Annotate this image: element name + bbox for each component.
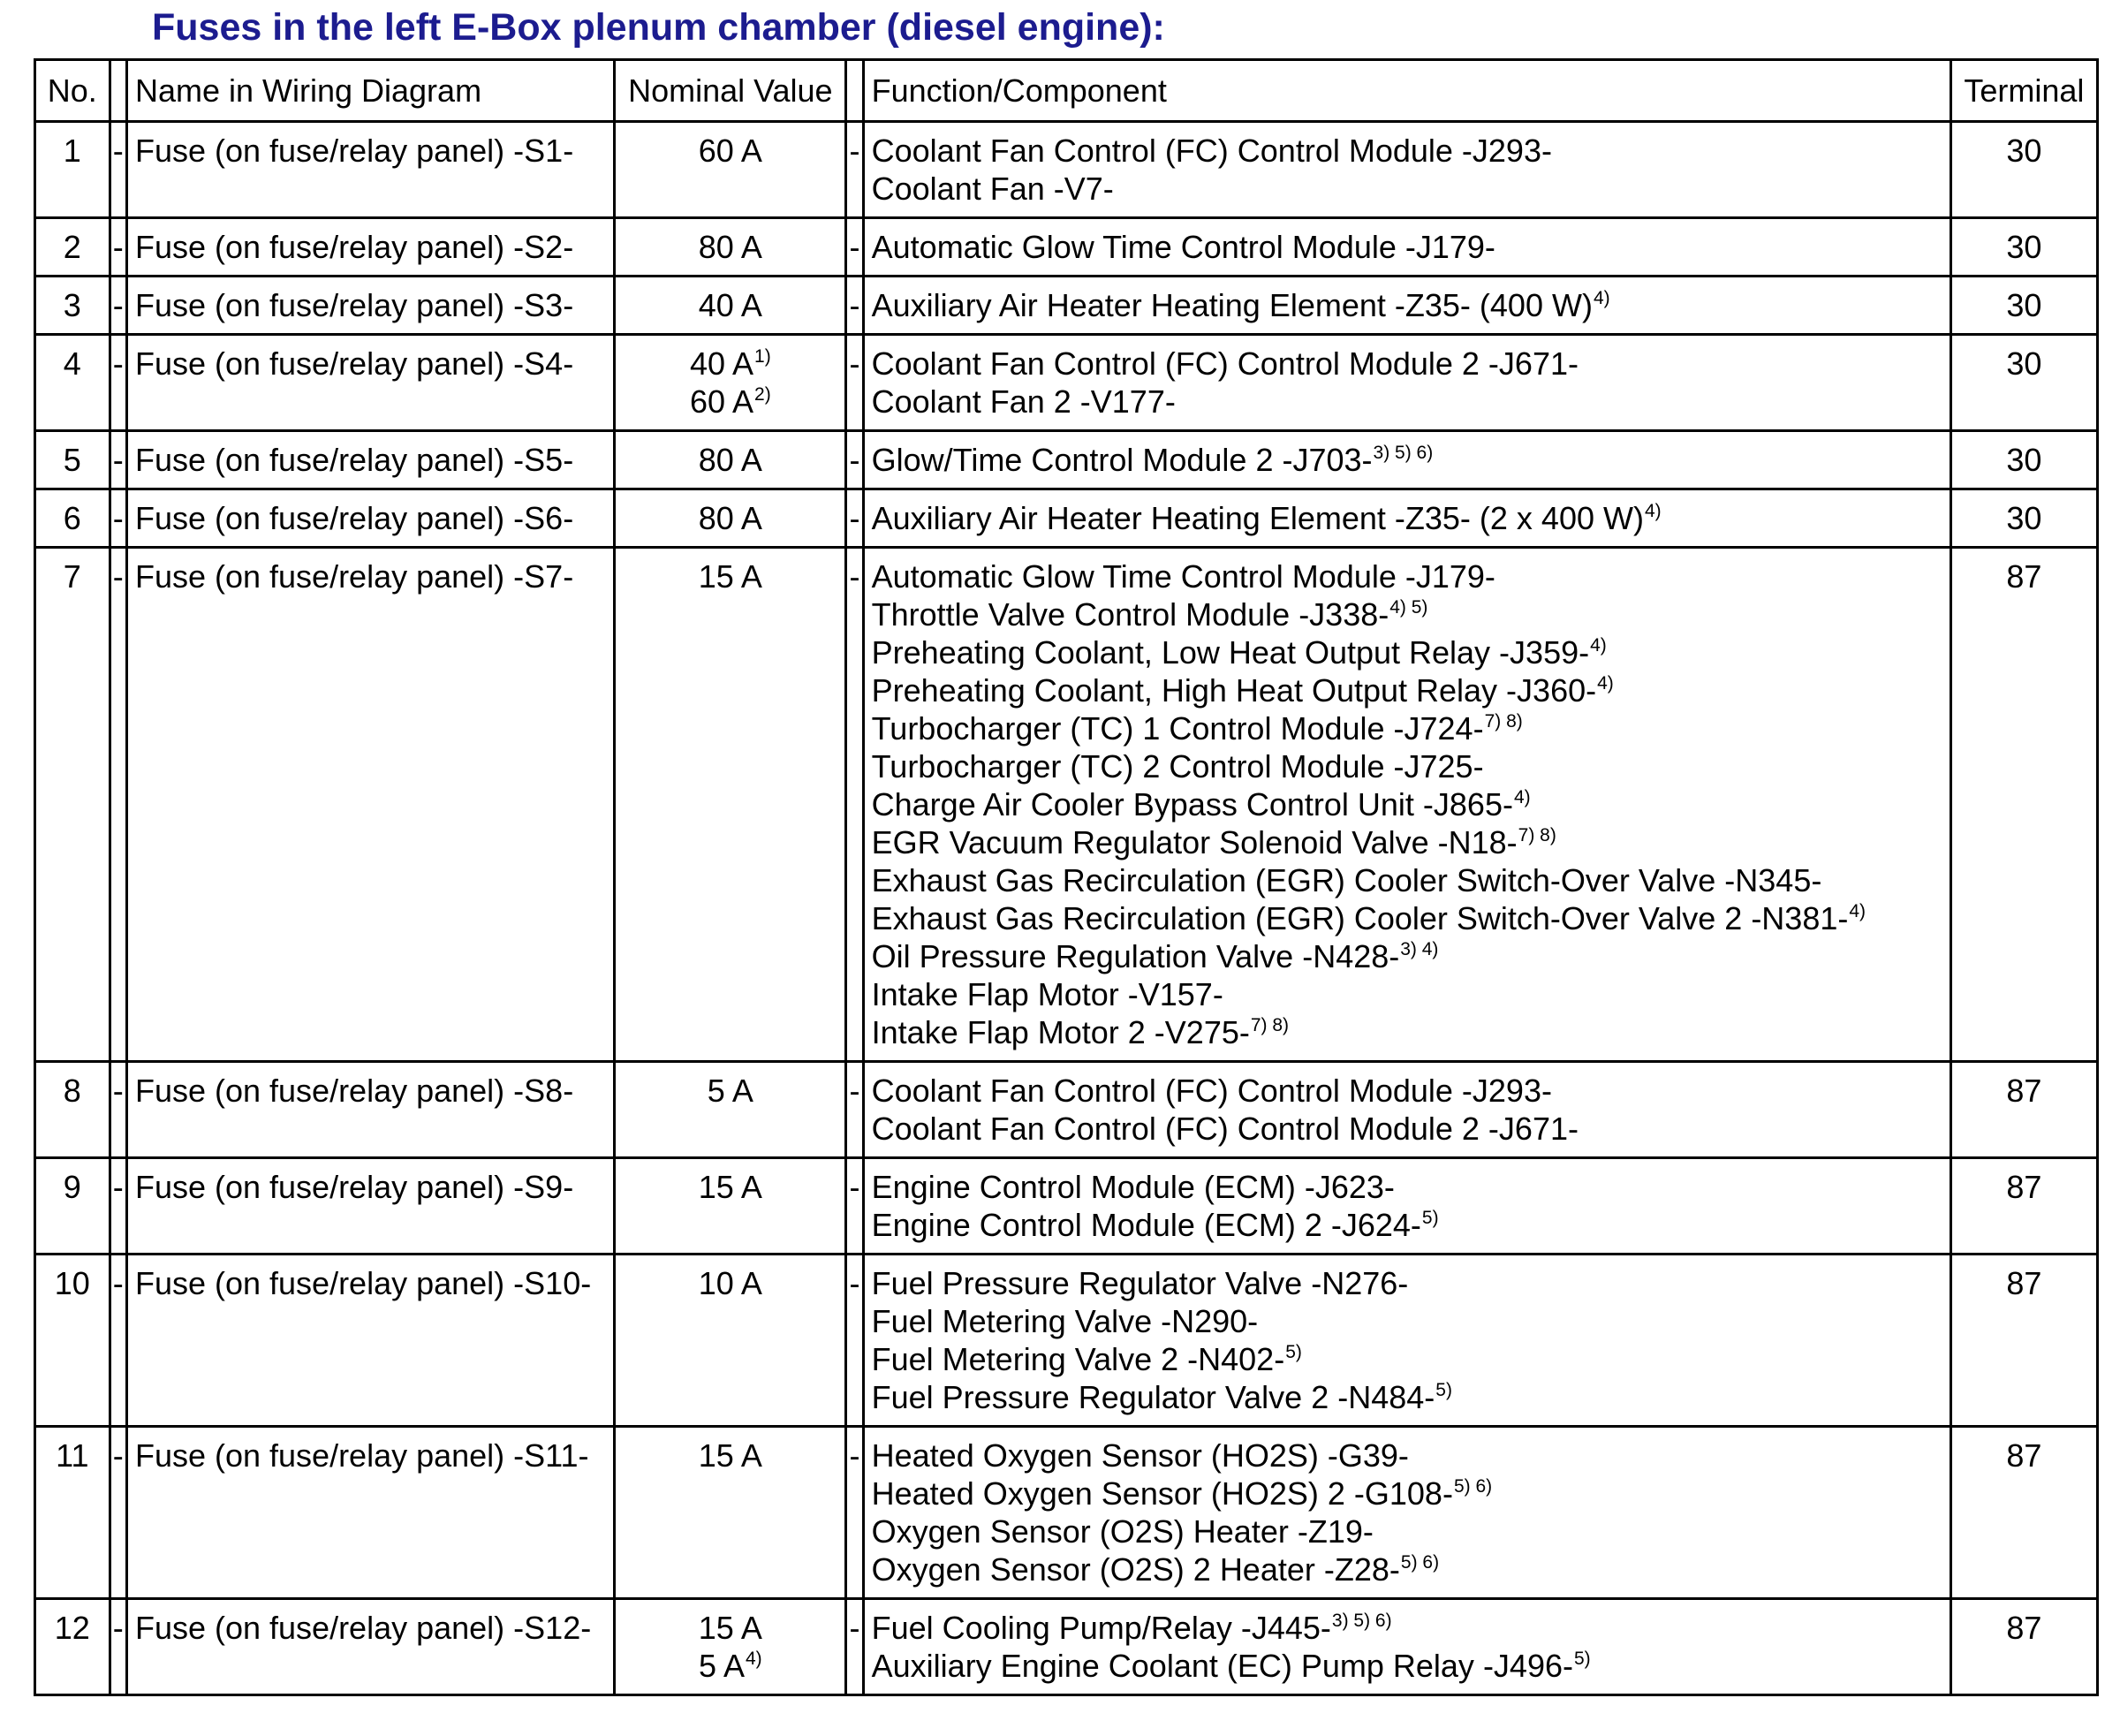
nominal-value-cell [615,489,846,548]
function-component [872,1340,1942,1378]
footnote-ref: 3) 5) 6) [1373,443,1434,463]
table-row [35,122,2098,218]
fuse-number: 4 [35,335,110,431]
function-component-text: Charge Air Cooler Bypass Control Unit -J865- [871,786,1513,823]
function-component [872,441,1942,479]
nominal-value [623,1264,837,1302]
footnote-ref: 4) [1513,787,1531,807]
table-row [35,1255,2098,1427]
footnote-ref: 5) [1421,1208,1439,1228]
function-component [872,499,1942,537]
column-header-terminal: Terminal [1950,60,2097,122]
function-component [872,937,1942,975]
nominal-value [623,383,837,421]
function-component [872,785,1942,823]
table-row [35,431,2098,489]
table-row [35,277,2098,335]
footnote-ref: 4) [746,1649,762,1669]
separator-dash: - [846,277,863,335]
function-component-text: Auxiliary Air Heater Heating Element -Z35- (400 W) [871,287,1593,323]
function-component [872,633,1942,671]
footnote-ref: 4) [1593,288,1610,308]
function-component-text: Exhaust Gas Recirculation (EGR) Cooler Switch-Over Valve 2 -N381- [871,900,1849,936]
function-cell [863,1427,1950,1599]
separator-dash: - [110,1427,126,1599]
nominal-value [623,441,837,479]
fuse-number: 1 [35,122,110,218]
nominal-value-text: 40 A [689,345,754,382]
table-header [35,60,2098,122]
column-header-value: Nominal Value [615,60,846,122]
terminal-value: 87 [1950,1599,2097,1695]
footnote-ref: 3) 4) [1400,939,1439,959]
nominal-value [623,345,837,383]
nominal-value-cell [615,1599,846,1695]
footnote-ref: 2) [754,384,771,405]
nominal-value [623,286,837,324]
separator-dash: - [846,122,863,218]
separator-dash: - [846,1158,863,1255]
nominal-value-text: 15 A [698,1437,762,1474]
function-component-text: Heated Oxygen Sensor (HO2S) -G39- [871,1437,1409,1474]
function-component [872,557,1942,595]
nominal-value-cell [615,218,846,277]
function-component-text: Turbocharger (TC) 1 Control Module -J724- [871,710,1484,747]
terminal-value: 87 [1950,1062,2097,1158]
table-row [35,218,2098,277]
function-component [872,1072,1942,1110]
footnote-ref: 4) [1597,673,1614,694]
footnote-ref: 1) [754,346,771,367]
function-component [872,132,1942,170]
nominal-value-cell [615,1255,846,1427]
nominal-value-text: 80 A [698,229,762,265]
function-component-text: Coolant Fan Control (FC) Control Module -J293- [871,133,1552,169]
function-component-text: EGR Vacuum Regulator Solenoid Valve -N18- [871,824,1518,860]
footnote-ref: 4) 5) [1389,597,1428,618]
separator-dash: - [110,122,126,218]
function-component-text: Glow/Time Control Module 2 -J703- [871,442,1373,478]
table-body [35,122,2098,1695]
footnote-ref: 5) [1285,1342,1302,1362]
function-component-text: Turbocharger (TC) 2 Control Module -J725- [871,748,1484,785]
fuse-number: 5 [35,431,110,489]
function-cell [863,1062,1950,1158]
column-header-function: Function/Component [863,60,1950,122]
table-row [35,1062,2098,1158]
fuse-number: 6 [35,489,110,548]
nominal-value-cell [615,1427,846,1599]
function-component-text: Fuel Metering Valve 2 -N402- [871,1341,1285,1377]
nominal-value [623,1437,837,1474]
separator-dash: - [110,431,126,489]
nominal-value-cell [615,431,846,489]
function-component-text: Oxygen Sensor (O2S) Heater -Z19- [871,1513,1374,1550]
nominal-value [623,1072,837,1110]
function-cell [863,1158,1950,1255]
function-component [872,1609,1942,1647]
separator-dash: - [110,1158,126,1255]
function-component [872,1013,1942,1051]
column-header-no: No. [35,60,110,122]
function-cell [863,1599,1950,1695]
separator-dash: - [846,489,863,548]
function-component-text: Preheating Coolant, High Heat Output Relay -J360- [871,672,1597,709]
function-component [872,170,1942,208]
terminal-value: 30 [1950,335,2097,431]
wiring-diagram-name: Fuse (on fuse/relay panel) -S9- [126,1158,614,1255]
separator-dash: - [846,548,863,1062]
function-component [872,1378,1942,1416]
nominal-value-text: 60 A [689,383,754,420]
function-component-text: Coolant Fan Control (FC) Control Module 2 -J671- [871,1111,1579,1147]
separator-dash: - [110,489,126,548]
function-component [872,1168,1942,1206]
function-component [872,228,1942,266]
fuse-number: 8 [35,1062,110,1158]
function-component-text: Coolant Fan Control (FC) Control Module -J293- [871,1073,1552,1109]
function-component [872,747,1942,785]
separator-dash: - [110,335,126,431]
fuse-number: 9 [35,1158,110,1255]
wiring-diagram-name: Fuse (on fuse/relay panel) -S12- [126,1599,614,1695]
nominal-value-text: 10 A [698,1265,762,1301]
function-component [872,595,1942,633]
footnote-ref: 4) [1590,635,1607,656]
nominal-value-text: 5 A [698,1648,745,1684]
separator-dash: - [110,1062,126,1158]
header-row [35,60,2098,122]
function-component-text: Automatic Glow Time Control Module -J179- [871,558,1495,595]
nominal-value-cell [615,1158,846,1255]
fuse-number: 12 [35,1599,110,1695]
footnote-ref: 4) [1849,901,1866,921]
column-header-name: Name in Wiring Diagram [126,60,614,122]
function-component [872,1110,1942,1148]
wiring-diagram-name: Fuse (on fuse/relay panel) -S5- [126,431,614,489]
function-component-text: Fuel Metering Valve -N290- [871,1303,1259,1339]
nominal-value-cell [615,122,846,218]
nominal-value [623,132,837,170]
function-component [872,899,1942,937]
fuse-table [34,58,2099,1696]
function-component-text: Auxiliary Engine Coolant (EC) Pump Relay -J496- [871,1648,1573,1684]
nominal-value-cell [615,277,846,335]
function-cell [863,548,1950,1062]
terminal-value: 30 [1950,489,2097,548]
footnote-ref: 7) 8) [1484,711,1523,732]
nominal-value-text: 15 A [698,1169,762,1205]
terminal-value: 87 [1950,548,2097,1062]
function-component [872,709,1942,747]
nominal-value-text: 60 A [698,133,762,169]
fuse-number: 11 [35,1427,110,1599]
function-cell [863,1255,1950,1427]
nominal-value [623,1168,837,1206]
separator-dash: - [846,1255,863,1427]
nominal-value-text: 80 A [698,500,762,536]
function-component [872,823,1942,861]
function-component [872,671,1942,709]
nominal-value-cell [615,548,846,1062]
function-component-text: Auxiliary Air Heater Heating Element -Z35- (2 x 400 W) [871,500,1644,536]
function-component-text: Coolant Fan 2 -V177- [871,383,1176,420]
separator-dash: - [846,218,863,277]
terminal-value: 30 [1950,122,2097,218]
terminal-value: 87 [1950,1158,2097,1255]
function-component [872,1302,1942,1340]
function-component-text: Oxygen Sensor (O2S) 2 Heater -Z28- [871,1551,1400,1588]
wiring-diagram-name: Fuse (on fuse/relay panel) -S3- [126,277,614,335]
separator-dash: - [110,1255,126,1427]
nominal-value-text: 40 A [698,287,762,323]
wiring-diagram-name: Fuse (on fuse/relay panel) -S8- [126,1062,614,1158]
function-component [872,1550,1942,1588]
footnote-ref: 5) [1573,1649,1591,1669]
table-row [35,548,2098,1062]
separator-dash: - [846,431,863,489]
function-component [872,1647,1942,1685]
function-component-text: Engine Control Module (ECM) 2 -J624- [871,1207,1421,1243]
footnote-ref: 5) [1435,1380,1452,1400]
function-component-text: Intake Flap Motor -V157- [871,976,1223,1012]
function-component-text: Intake Flap Motor 2 -V275- [871,1014,1250,1050]
function-component [872,975,1942,1013]
function-cell [863,431,1950,489]
table-row [35,1158,2098,1255]
nominal-value-text: 5 A [707,1073,753,1109]
footnote-ref: 7) 8) [1250,1015,1290,1035]
function-component-text: Heated Oxygen Sensor (HO2S) 2 -G108- [871,1475,1453,1512]
footnote-ref: 3) 5) 6) [1331,1611,1392,1631]
terminal-value: 30 [1950,218,2097,277]
nominal-value-cell [615,1062,846,1158]
table-row [35,1599,2098,1695]
function-component-text: Exhaust Gas Recirculation (EGR) Cooler Switch-Over Valve -N345- [871,862,1822,898]
separator-dash: - [110,548,126,1062]
table-row [35,489,2098,548]
function-cell [863,122,1950,218]
separator-dash: - [110,277,126,335]
function-cell [863,277,1950,335]
function-component-text: Preheating Coolant, Low Heat Output Relay -J359- [871,634,1590,671]
wiring-diagram-name: Fuse (on fuse/relay panel) -S10- [126,1255,614,1427]
wiring-diagram-name: Fuse (on fuse/relay panel) -S6- [126,489,614,548]
function-component-text: Automatic Glow Time Control Module -J179- [871,229,1495,265]
nominal-value [623,228,837,266]
function-component-text: Fuel Pressure Regulator Valve 2 -N484- [871,1379,1435,1415]
function-component [872,383,1942,421]
footnote-ref: 5) 6) [1453,1476,1493,1497]
separator-dash: - [846,1062,863,1158]
terminal-value: 30 [1950,431,2097,489]
nominal-value-text: 80 A [698,442,762,478]
column-header-separator [110,60,126,122]
function-component [872,1512,1942,1550]
nominal-value [623,499,837,537]
function-component [872,1206,1942,1244]
nominal-value [623,557,837,595]
function-component [872,861,1942,899]
nominal-value [623,1647,837,1685]
function-component [872,1437,1942,1474]
terminal-value: 87 [1950,1427,2097,1599]
function-component-text: Engine Control Module (ECM) -J623- [871,1169,1395,1205]
function-cell [863,489,1950,548]
table-row [35,1427,2098,1599]
footnote-ref: 5) 6) [1400,1552,1440,1573]
function-component-text: Coolant Fan -V7- [871,171,1114,207]
fuse-number: 2 [35,218,110,277]
nominal-value-text: 15 A [698,558,762,595]
function-component [872,286,1942,324]
fuse-number: 3 [35,277,110,335]
separator-dash: - [110,218,126,277]
function-component-text: Fuel Cooling Pump/Relay -J445- [871,1610,1331,1646]
separator-dash: - [846,335,863,431]
wiring-diagram-name: Fuse (on fuse/relay panel) -S2- [126,218,614,277]
function-component-text: Coolant Fan Control (FC) Control Module 2 -J671- [871,345,1579,382]
function-component [872,1264,1942,1302]
page-title: Fuses in the left E-Box plenum chamber (diesel engine): [152,6,1165,49]
separator-dash: - [846,1427,863,1599]
function-cell [863,335,1950,431]
function-cell [863,218,1950,277]
function-component-text: Fuel Pressure Regulator Valve -N276- [871,1265,1409,1301]
fuse-number: 10 [35,1255,110,1427]
function-component-text: Oil Pressure Regulation Valve -N428- [871,938,1400,974]
wiring-diagram-name: Fuse (on fuse/relay panel) -S7- [126,548,614,1062]
function-component [872,1474,1942,1512]
function-component [872,345,1942,383]
footnote-ref: 7) 8) [1518,825,1556,845]
separator-dash: - [846,1599,863,1695]
function-component-text: Throttle Valve Control Module -J338- [871,596,1389,633]
column-header-separator [846,60,863,122]
nominal-value-cell [615,335,846,431]
wiring-diagram-name: Fuse (on fuse/relay panel) -S1- [126,122,614,218]
nominal-value-text: 15 A [698,1610,762,1646]
wiring-diagram-name: Fuse (on fuse/relay panel) -S11- [126,1427,614,1599]
terminal-value: 30 [1950,277,2097,335]
separator-dash: - [110,1599,126,1695]
footnote-ref: 4) [1644,501,1662,521]
wiring-diagram-name: Fuse (on fuse/relay panel) -S4- [126,335,614,431]
terminal-value: 87 [1950,1255,2097,1427]
nominal-value [623,1609,837,1647]
table-row [35,335,2098,431]
fuse-number: 7 [35,548,110,1062]
